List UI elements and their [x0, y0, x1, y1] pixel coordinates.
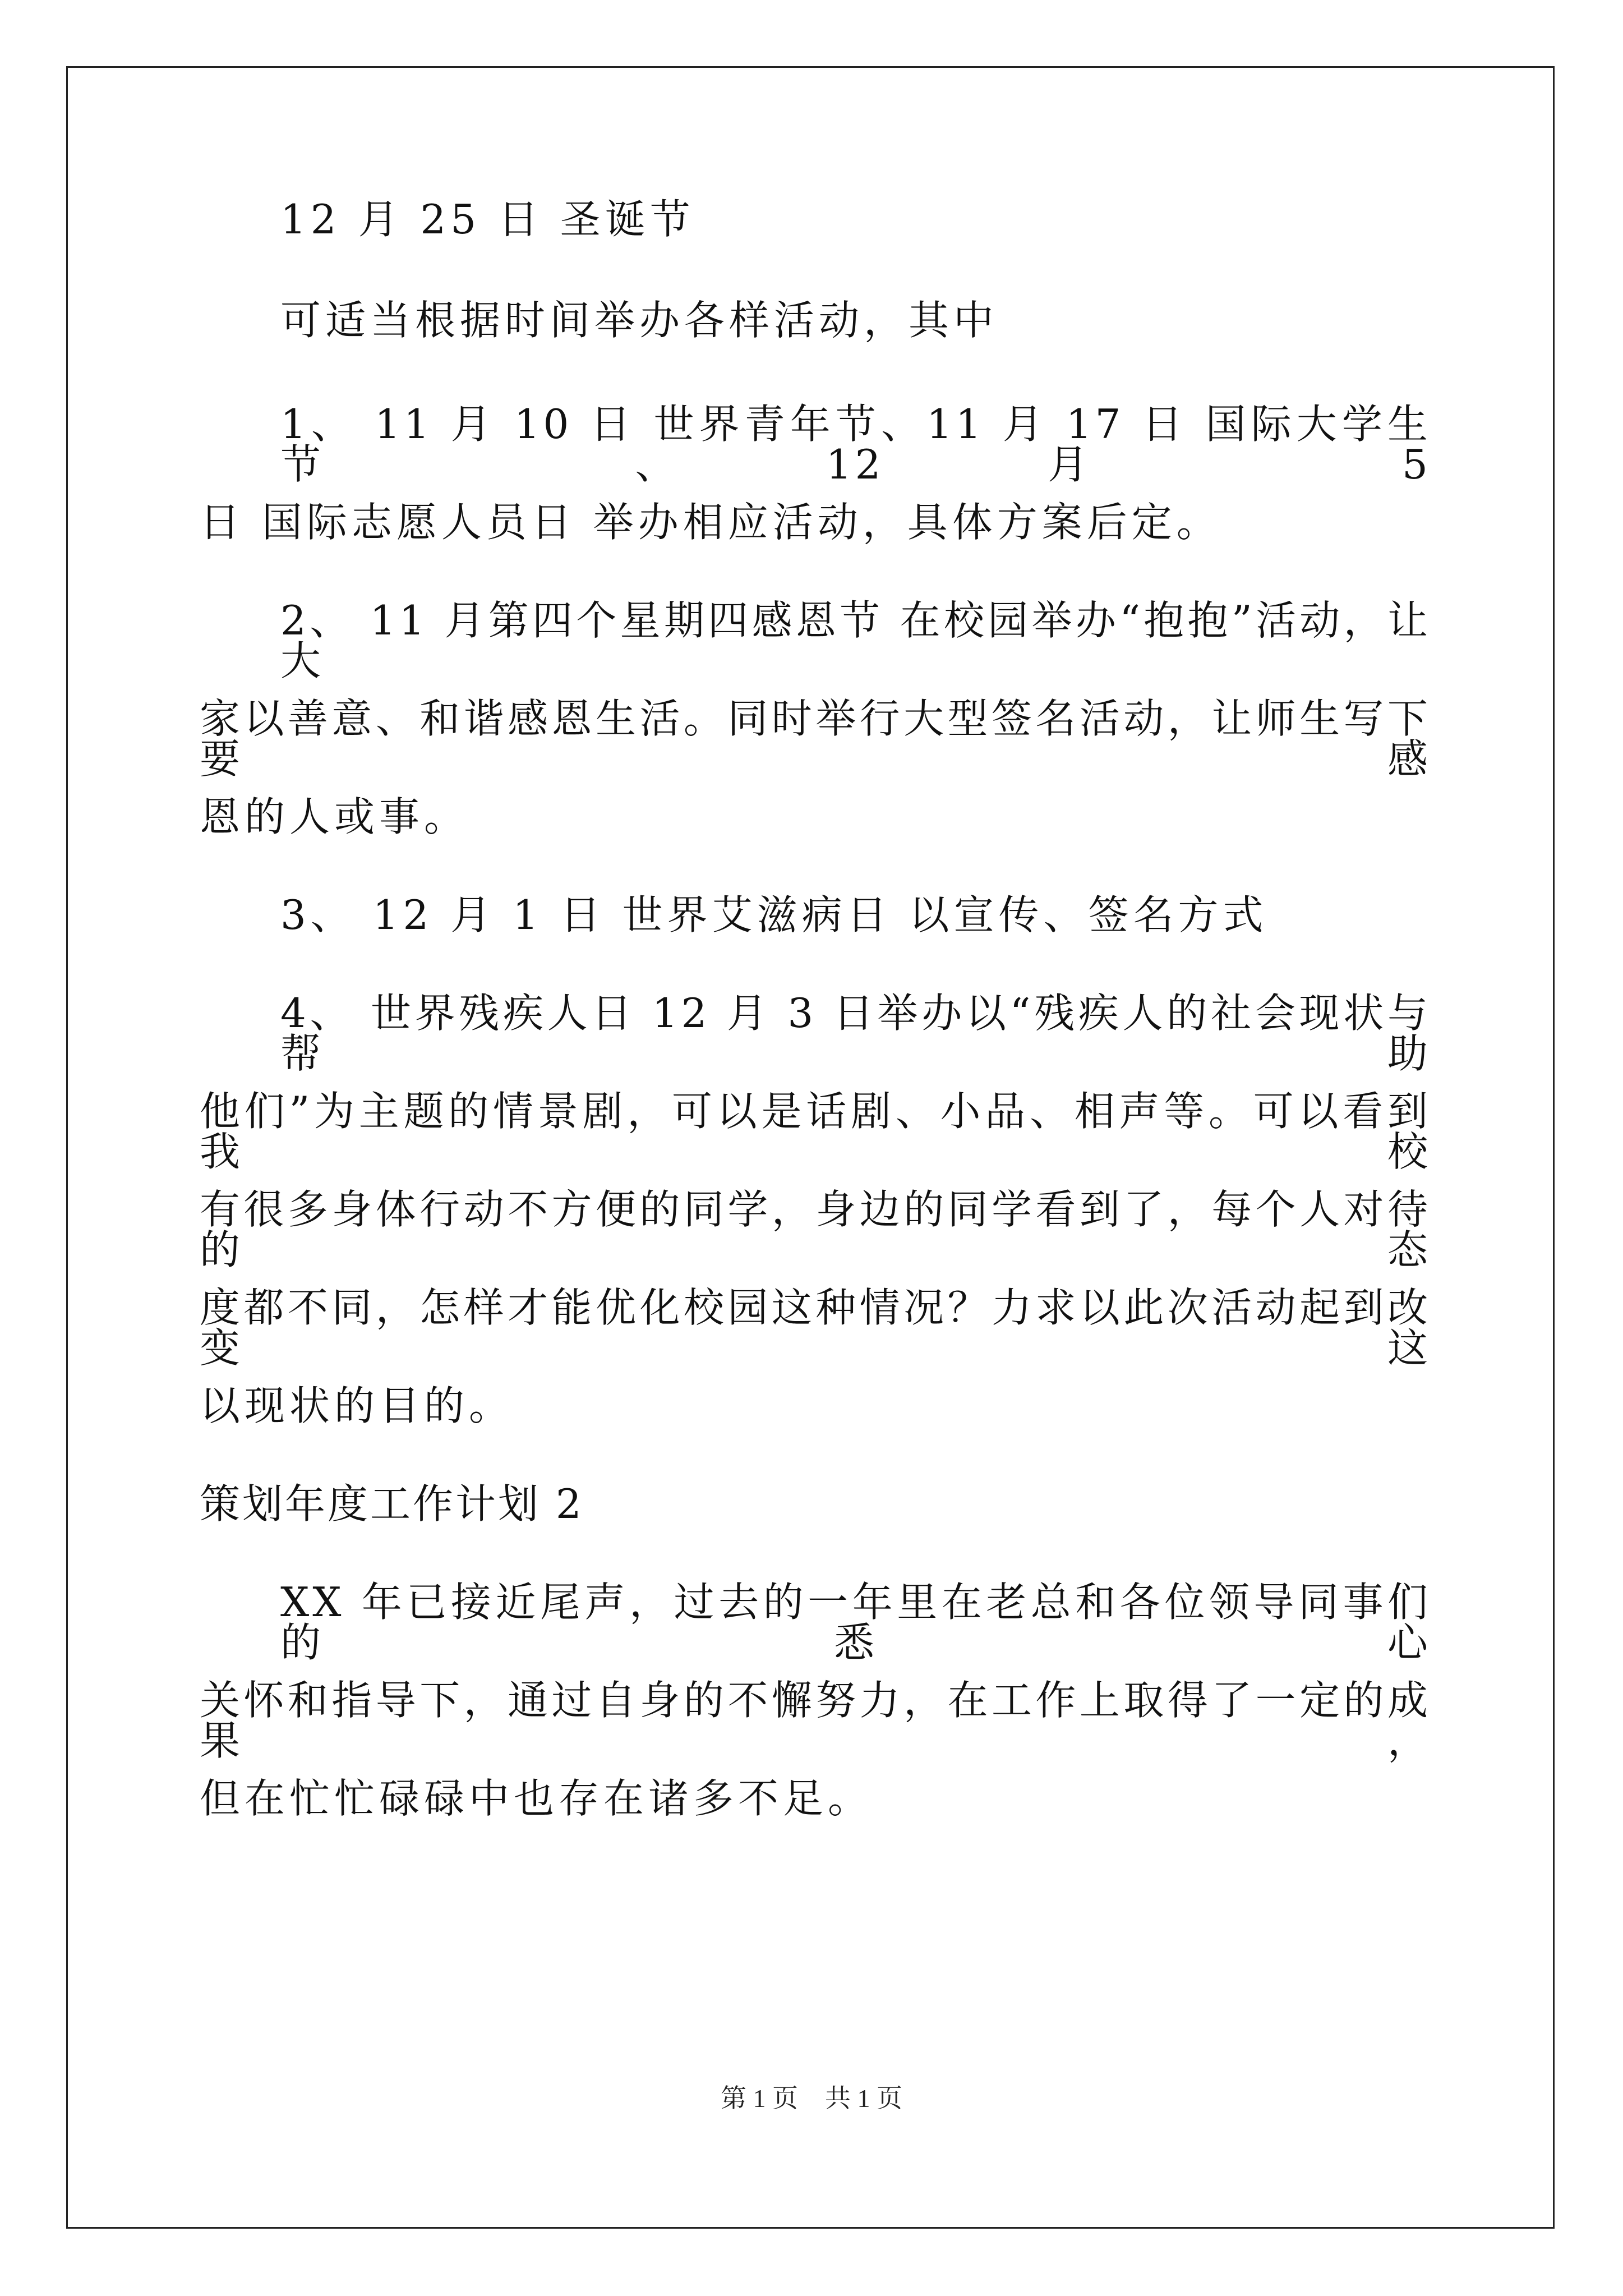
paragraph-line: 他们”为主题的情景剧，可以是话剧、小品、相声等。可以看到我校: [200, 1088, 1431, 1175]
section-title: 策划年度工作计划 2: [200, 1480, 584, 1527]
paragraph-line: 4、 世界残疾人日 12 月 3 日举办以“残疾人的社会现状与帮助: [280, 990, 1431, 1077]
paragraph-line: 12 月 25 日 圣诞节: [280, 196, 695, 243]
page-total: 共 1 页: [825, 2084, 902, 2113]
page-number: 第 1 页: [721, 2084, 798, 2113]
paragraph-line: 家以善意、和谐感恩生活。同时举行大型签名活动，让师生写下要感: [200, 695, 1431, 783]
paragraph-line: 2、 11 月第四个星期四感恩节 在校园举办“抱抱”活动，让大: [280, 597, 1431, 684]
paragraph-line: 可适当根据时间举办各样活动，其中: [280, 297, 999, 344]
paragraph-line: 以现状的目的。: [200, 1382, 514, 1429]
paragraph-line: 1、 11 月 10 日 世界青年节、11 月 17 日 国际大学生节 、12 月 5: [280, 401, 1431, 488]
paragraph-line: 关怀和指导下，通过自身的不懈努力，在工作上取得了一定的成果，: [200, 1677, 1431, 1764]
paragraph-line: 日 国际志愿人员日 举办相应活动，具体方案后定。: [200, 499, 1221, 546]
paragraph-line: 有很多身体行动不方便的同学，身边的同学看到了，每个人对待的态: [200, 1186, 1431, 1273]
document-body: [200, 196, 1431, 1822]
paragraph-line: XX 年已接近尾声，过去的一年里在老总和各位领导同事们的悉心: [280, 1579, 1431, 1666]
paragraph-line: 但在忙忙碌碌中也存在诸多不足。: [200, 1775, 873, 1822]
paragraph-line: 恩的人或事。: [200, 793, 469, 840]
paragraph-line: 3、 12 月 1 日 世界艾滋病日 以宣传、签名方式: [280, 891, 1268, 938]
paragraph-line: 度都不同，怎样才能优化校园这种情况？力求以此次活动起到改变这: [200, 1284, 1431, 1372]
page-footer: [0, 2086, 1623, 2111]
